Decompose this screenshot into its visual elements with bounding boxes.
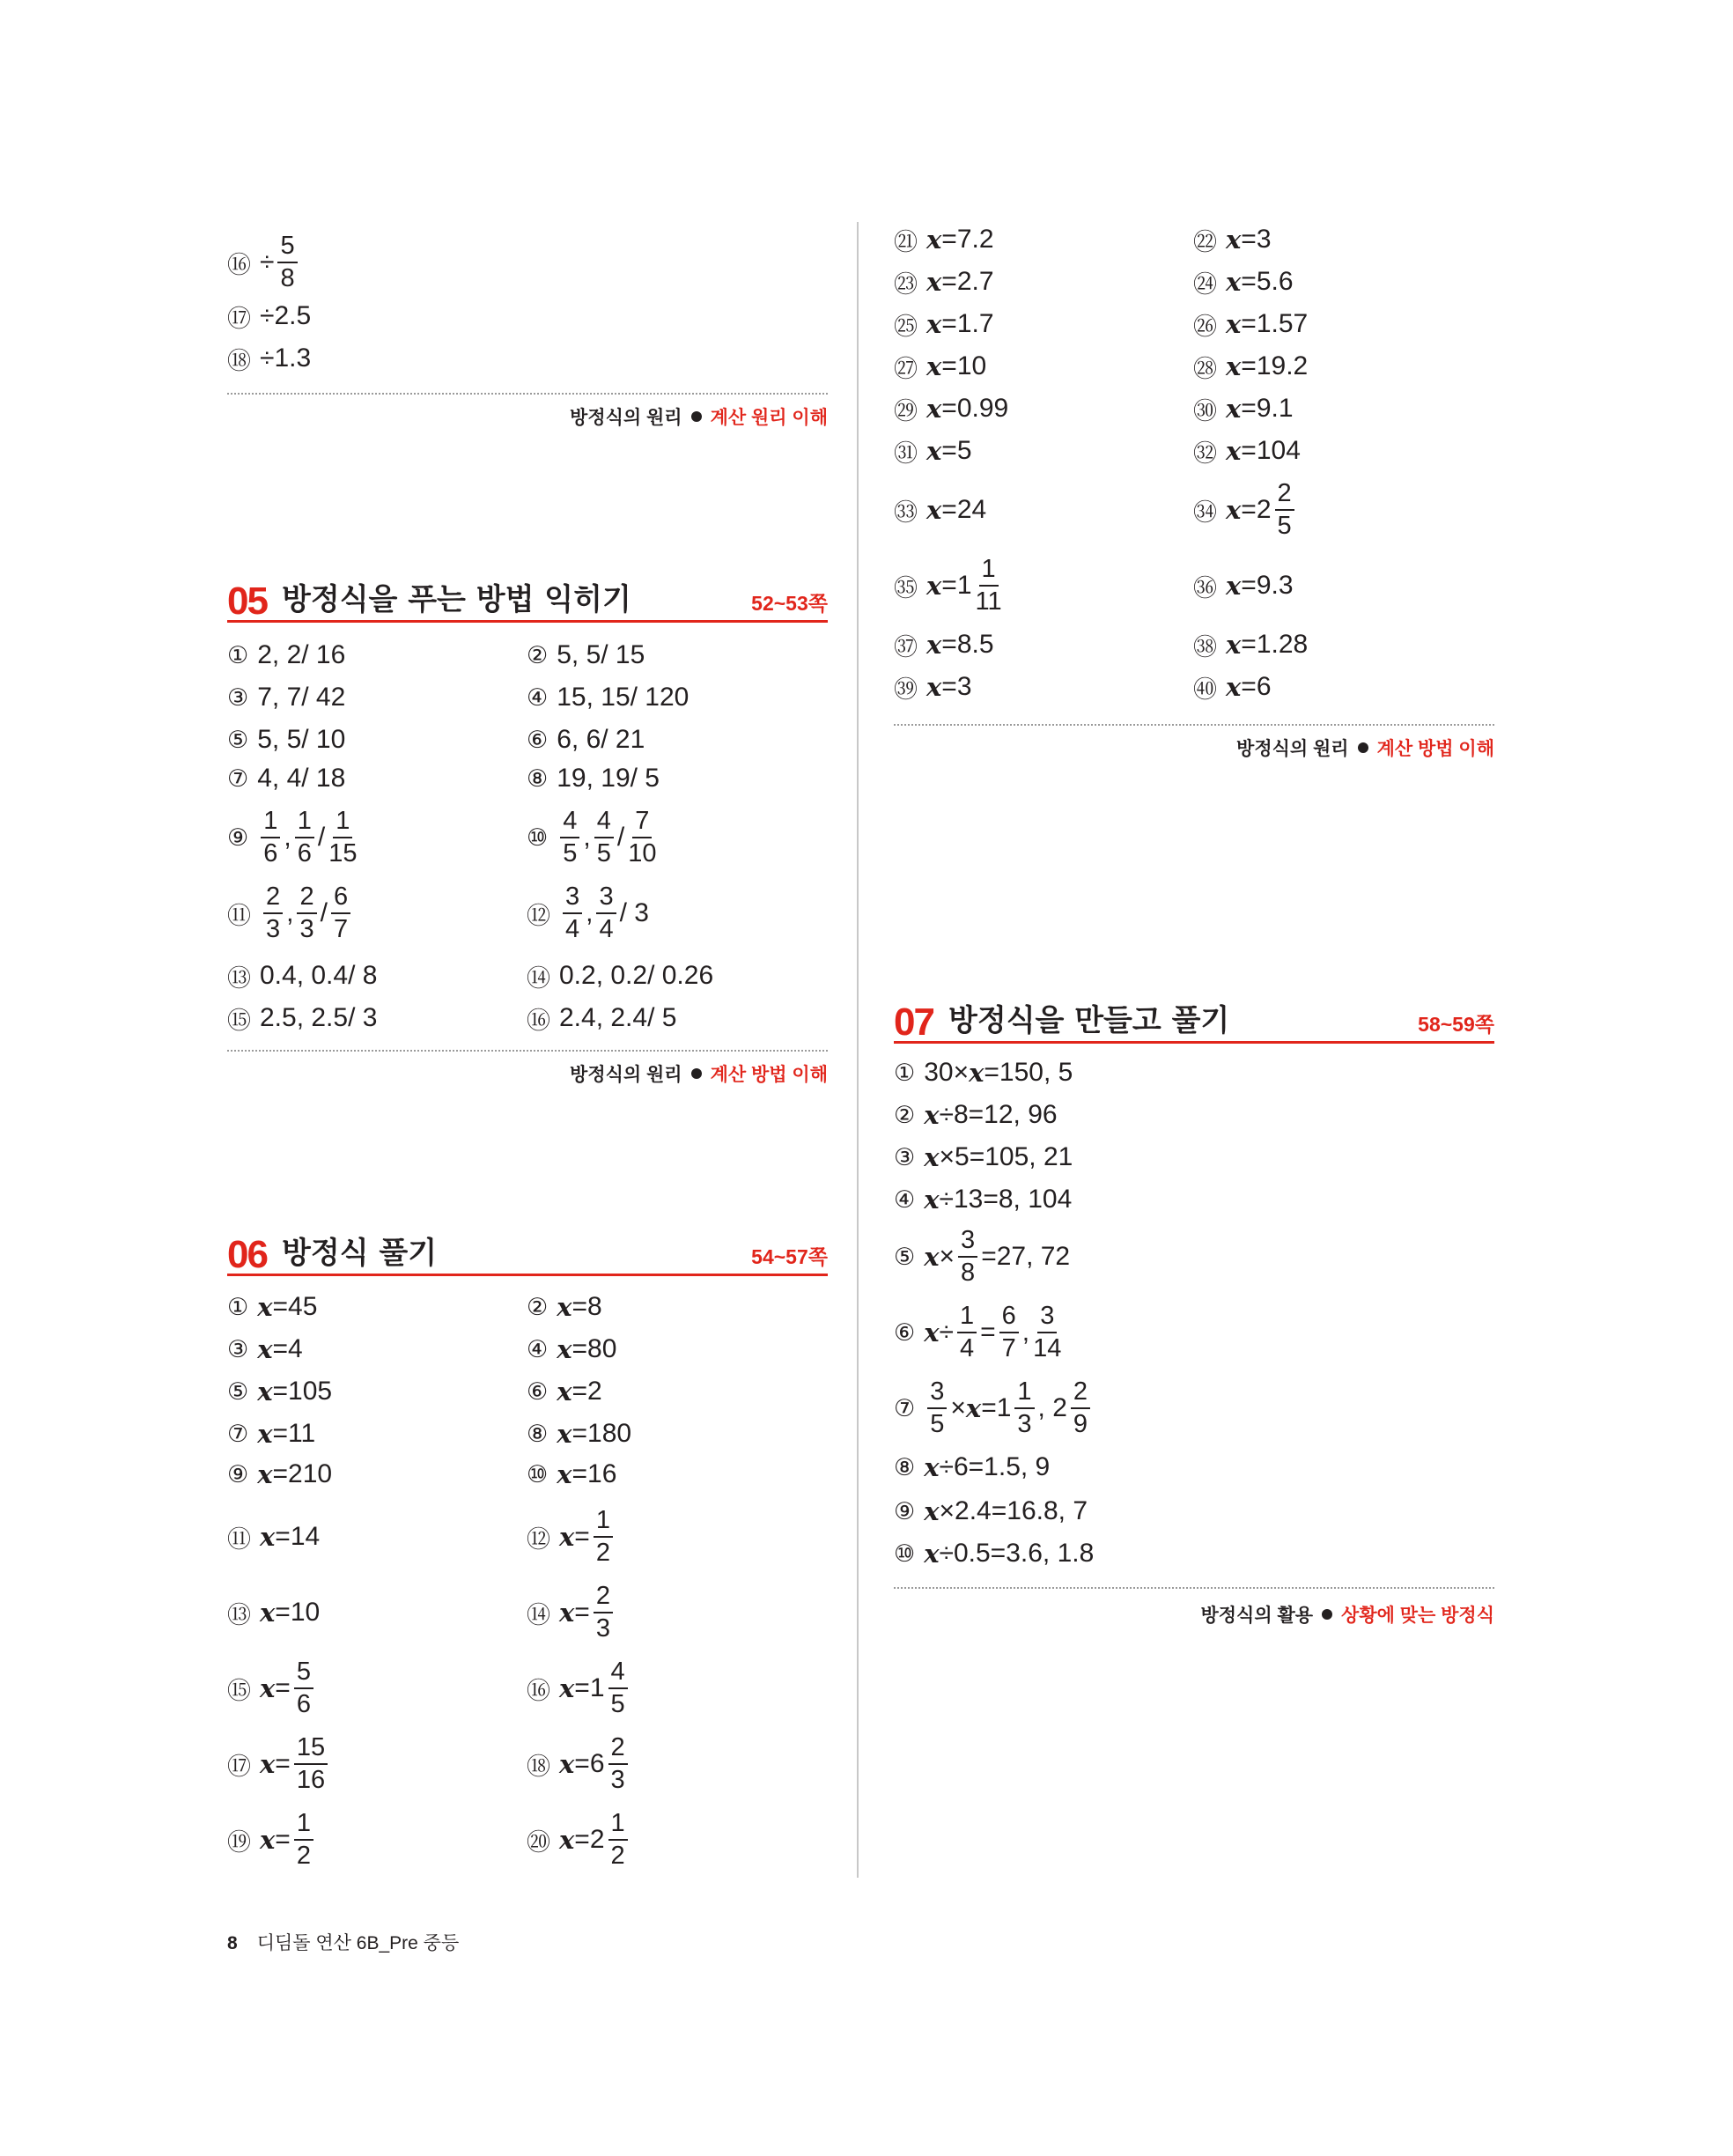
item-number: ㊵	[1193, 676, 1217, 704]
answer-text: ÷	[260, 247, 275, 277]
section-title: 방정식을 푸는 방법 익히기	[282, 582, 631, 617]
answer-value: 6	[1256, 672, 1272, 701]
list-item: ⑨ x ×2.4=16.8, 7	[894, 1496, 1088, 1526]
variable-x: x	[926, 267, 942, 297]
table-row	[894, 555, 1494, 617]
fraction: $\frac{1}{2}$	[294, 1811, 313, 1869]
item-number: ⑰	[227, 305, 251, 333]
answer-value: 4	[288, 1334, 303, 1363]
answer-cell: ㉚ x = 9.1	[1193, 391, 1294, 426]
item-number: ⑥	[527, 1377, 549, 1406]
whole-part: 6	[589, 1749, 605, 1778]
bullet-icon	[691, 1068, 702, 1079]
item-number: ㉞	[1193, 498, 1217, 527]
section-title: 방정식 풀기	[282, 1236, 438, 1271]
table-row	[227, 1506, 828, 1568]
item-number: ㊴	[894, 676, 918, 704]
answer-value: 9.3	[1256, 571, 1294, 600]
answer-value: 45	[288, 1292, 318, 1321]
variable-x: x	[926, 309, 942, 339]
answer-value: 104	[1256, 436, 1301, 465]
section-tag: 방정식의 원리 계산 방법 이해	[1236, 739, 1494, 759]
variable-x: x	[1226, 630, 1242, 660]
answer-cell: ④ x = 80	[527, 1334, 617, 1364]
answer-cell: ㉜ x = 104	[1193, 433, 1301, 469]
table-row: ⑮ 2.5, 2.5/ 3 ⑯ 2.4, 2.4/ 5	[227, 1003, 677, 1035]
table-row	[227, 1416, 828, 1451]
answer-cell: ⑭ x = $\frac{2}{3}$	[527, 1582, 616, 1643]
answer-value: 7.2	[956, 225, 994, 254]
answer-cell: ⑯ x = 1 $\frac{4}{5}$	[527, 1658, 631, 1719]
answer-cell: ㉓ x = 2.7	[894, 264, 994, 299]
item-number: ⑫	[527, 1525, 550, 1554]
variable-x: x	[926, 571, 942, 601]
table-row: ⑨ $\frac{1}{6}$ , $\frac{1}{6}$ / $\frac{1}{15}$ ⑩ $\frac{4}{5}$ , $\frac{4}{5}$ / $\frac{7}{10}$	[227, 807, 657, 868]
answer-cell: ⑦ x = 11	[227, 1419, 316, 1449]
bullet-icon	[1322, 1609, 1332, 1620]
list-item: ⑤ x × $\frac{3}{8}$ =27, 72	[894, 1226, 1071, 1287]
item-number: ㊳	[1193, 633, 1217, 661]
answer-cell: ③ x = 4	[227, 1334, 303, 1364]
fraction: $\frac{2}{3}$	[608, 1735, 628, 1793]
item-number: ㉖	[1193, 313, 1217, 341]
answer-text: ÷2.5	[260, 301, 312, 330]
list-item: ④ x ÷13=8, 104	[894, 1185, 1073, 1215]
answer-cell: ㊴ x = 3	[894, 669, 972, 705]
answer-value: 3	[1256, 225, 1272, 254]
list-item: ⑩ x ÷0.5=3.6, 1.8	[894, 1539, 1095, 1569]
variable-x: x	[260, 1825, 276, 1855]
table-row	[894, 349, 1494, 384]
variable-x: x	[257, 1377, 273, 1407]
answer-value: 80	[587, 1334, 617, 1363]
item-number: ⑨	[227, 1460, 249, 1488]
dotted-divider	[894, 1587, 1494, 1589]
answer-value: 1.57	[1256, 309, 1309, 338]
answer-value: 8.5	[956, 630, 994, 659]
item-number: ㊱	[1193, 574, 1217, 602]
table-row	[227, 1332, 828, 1367]
variable-x: x	[557, 1459, 572, 1489]
item-number: ⑧	[527, 1420, 549, 1448]
dotted-divider	[227, 1050, 828, 1052]
list-item	[227, 341, 828, 376]
section-tag: 방정식의 원리 계산 원리 이해	[570, 408, 828, 428]
section-number: 05	[227, 580, 267, 623]
answer-cell: ⑨ x = 210	[227, 1459, 333, 1489]
whole-part: 1	[956, 571, 972, 600]
item-number: ⑲	[227, 1828, 251, 1857]
answer-cell: ㉘ x = 19.2	[1193, 349, 1308, 384]
answer-cell: ⑫ x = $\frac{1}{2}$	[527, 1506, 616, 1568]
answer-value: 9.1	[1256, 394, 1294, 423]
fraction: $\frac{2}{5}$	[1275, 481, 1294, 539]
variable-x: x	[559, 1673, 575, 1703]
answer-cell: ㉙ x = 0.99	[894, 391, 1008, 426]
list-item: ① 30× x =150, 5	[894, 1058, 1073, 1088]
answer-cell: ㉛ x = 5	[894, 433, 972, 469]
item-number: ⑬	[227, 1601, 251, 1629]
table-row: ⑦ 4, 4/ 18 ⑧ 19, 19/ 5	[227, 764, 660, 793]
dotted-divider	[894, 724, 1494, 726]
variable-x: x	[260, 1522, 276, 1552]
table-row	[227, 1289, 828, 1325]
answer-value: 19.2	[1256, 351, 1309, 380]
section-header-05	[227, 578, 828, 623]
item-number: ⑭	[527, 1601, 550, 1629]
answer-cell: ㉕ x = 1.7	[894, 306, 994, 342]
item-number: ㉗	[894, 355, 918, 383]
table-row	[227, 1658, 828, 1719]
table-row: ③ 7, 7/ 42 ④ 15, 15/ 120	[227, 683, 690, 712]
section-header-06	[227, 1231, 828, 1276]
answer-value: 16	[587, 1459, 617, 1488]
answer-value: 180	[587, 1419, 632, 1448]
variable-x: x	[559, 1598, 575, 1628]
answer-cell: ㊵ x = 6	[1193, 669, 1272, 705]
answer-cell: ② x = 8	[527, 1292, 602, 1322]
item-number: ⑯	[227, 251, 251, 279]
item-number: ⑦	[227, 1420, 249, 1448]
item-number: ⑯	[527, 1677, 550, 1705]
item-number: ⑪	[227, 1525, 251, 1554]
answer-value: 105	[288, 1377, 333, 1406]
variable-x: x	[260, 1673, 276, 1703]
item-number: ⑱	[227, 347, 251, 375]
table-row	[227, 1733, 828, 1795]
whole-part: 1	[589, 1673, 605, 1702]
variable-x: x	[1226, 495, 1242, 525]
table-row: ① 2, 2/ 16 ② 5, 5/ 15	[227, 640, 645, 669]
variable-x: x	[926, 672, 942, 702]
page-number: 8	[227, 1933, 238, 1953]
answer-value: 1.28	[1256, 630, 1309, 659]
list-item: ⑦ $\frac{3}{5}$ × x =1 $\frac{1}{3}$ , 2 $\frac{2}{9}$	[894, 1377, 1494, 1439]
answer-value: 5	[956, 436, 972, 465]
list-item: ⑧ x ÷6=1.5, 9	[894, 1452, 1051, 1482]
page-footer	[227, 1929, 459, 1955]
variable-x: x	[1226, 225, 1242, 255]
answer-value: 2.7	[956, 267, 994, 296]
section-title: 방정식을 만들고 풀기	[948, 1003, 1230, 1038]
variable-x: x	[557, 1334, 572, 1364]
list-item: ② x ÷8=12, 96	[894, 1100, 1058, 1130]
answer-value: 3	[956, 672, 972, 701]
variable-x: x	[1226, 672, 1242, 702]
answer-value: 1.7	[956, 309, 994, 338]
section-number: 06	[227, 1233, 267, 1276]
item-number: ⑱	[527, 1753, 550, 1781]
fraction: $\frac{1}{11}$	[975, 555, 1002, 616]
variable-x: x	[257, 1419, 273, 1449]
answer-cell: ㊳ x = 1.28	[1193, 627, 1308, 662]
list-item: ③ x ×5=105, 21	[894, 1142, 1073, 1172]
item-number: ⑤	[227, 1377, 249, 1406]
answer-cell: ㉔ x = 5.6	[1193, 264, 1294, 299]
table-row	[894, 306, 1494, 342]
fraction: $\frac{4}{5}$	[608, 1659, 628, 1717]
answer-cell: ⑲ x = $\frac{1}{2}$	[227, 1809, 317, 1871]
answer-cell: ㉟ x = 1 $\frac{1}{11}$	[894, 555, 1002, 616]
item-number: ①	[227, 1293, 249, 1321]
variable-x: x	[260, 1749, 276, 1779]
answer-cell: ⑪ x = 14	[227, 1506, 320, 1568]
variable-x: x	[1226, 436, 1242, 466]
answer-cell: ⑬ x = 10	[227, 1582, 320, 1643]
item-number: ㉜	[1193, 439, 1217, 468]
item-number: ㉑	[894, 228, 918, 256]
answer-cell: ㉞ x = 2 $\frac{2}{5}$	[1193, 479, 1298, 541]
table-row	[894, 391, 1494, 426]
variable-x: x	[926, 225, 942, 255]
table-row	[227, 1582, 828, 1643]
variable-x: x	[1226, 309, 1242, 339]
answer-cell: ㊲ x = 8.5	[894, 627, 994, 662]
answer-value: 10	[956, 351, 987, 380]
variable-x: x	[559, 1825, 575, 1855]
answer-cell: ⑤ x = 105	[227, 1377, 333, 1407]
item-number: ⑳	[527, 1828, 550, 1857]
item-number: ㉟	[894, 574, 918, 602]
item-number: ㊲	[894, 633, 918, 661]
answer-cell: ⑮ x = $\frac{5}{6}$	[227, 1658, 317, 1719]
table-row: ⑬ 0.4, 0.4/ 8 ⑭ 0.2, 0.2/ 0.26	[227, 961, 714, 993]
variable-x: x	[926, 495, 942, 525]
answer-value: 11	[288, 1419, 316, 1448]
answer-value: 5.6	[1256, 267, 1294, 296]
fraction: $\frac{15}{16}$	[294, 1735, 328, 1793]
column-divider	[857, 222, 859, 1878]
item-number: ㉔	[1193, 270, 1217, 299]
answer-value: 8	[587, 1292, 602, 1321]
answer-cell: ⑩ x = 16	[527, 1459, 617, 1489]
variable-x: x	[926, 394, 942, 424]
variable-x: x	[1226, 571, 1242, 601]
dotted-divider	[227, 393, 828, 395]
variable-x: x	[557, 1419, 572, 1449]
answer-value: 14	[290, 1522, 321, 1551]
page-range: 54~57쪽	[751, 1245, 828, 1268]
book-title: 디딤돌 연산 6B_Pre 중등	[256, 1933, 460, 1953]
answer-value: 24	[956, 495, 987, 524]
item-number: ⑩	[527, 1460, 549, 1488]
variable-x: x	[926, 351, 942, 381]
answer-cell: ⑰ x = $\frac{15}{16}$	[227, 1733, 331, 1795]
answer-cell: ⑳ x = 2 $\frac{1}{2}$	[527, 1809, 631, 1871]
item-number: ⑮	[227, 1677, 251, 1705]
list-item	[227, 232, 828, 292]
list-item: ⑥ x ÷ $\frac{1}{4}$ = $\frac{6}{7}$ , $\frac{3}{14}$	[894, 1302, 1062, 1362]
variable-x: x	[557, 1292, 572, 1322]
variable-x: x	[557, 1377, 572, 1407]
answer-text: ÷1.3	[260, 343, 312, 373]
variable-x: x	[257, 1459, 273, 1489]
answer-cell: ㉝ x = 24	[894, 479, 986, 541]
answer-value: 2	[587, 1377, 602, 1406]
table-row	[227, 1374, 828, 1409]
answer-cell: ⑱ x = 6 $\frac{2}{3}$	[527, 1733, 631, 1795]
item-number: ㉙	[894, 397, 918, 425]
table-row: ⑪ $\frac{2}{3}$ , $\frac{2}{3}$ / $\frac{6}{7}$ ⑫ $\frac{3}{4}$ , $\frac{3}{4}$ / 3	[227, 882, 649, 943]
variable-x: x	[559, 1749, 575, 1779]
table-row	[894, 433, 1494, 469]
page-range: 58~59쪽	[1418, 1013, 1494, 1036]
bullet-icon	[691, 411, 702, 422]
item-number: ㉒	[1193, 228, 1217, 256]
variable-x: x	[257, 1334, 273, 1364]
answer-cell: ㊱ x = 9.3	[1193, 555, 1294, 617]
list-item	[227, 299, 828, 334]
answer-cell: ⑧ x = 180	[527, 1419, 632, 1449]
answer-cell: ① x = 45	[227, 1292, 318, 1322]
item-number: ㉓	[894, 270, 918, 299]
item-number: ⑰	[227, 1753, 251, 1781]
whole-part: 2	[1256, 495, 1272, 524]
item-number: ④	[527, 1335, 549, 1363]
item-number: ②	[527, 1293, 549, 1321]
bullet-icon	[1358, 742, 1368, 753]
answer-cell: ㉗ x = 10	[894, 349, 986, 384]
answer-value: 10	[290, 1598, 321, 1627]
variable-x: x	[260, 1598, 276, 1628]
section-header-07	[894, 999, 1494, 1044]
variable-x: x	[926, 436, 942, 466]
table-row	[227, 1457, 828, 1492]
fraction: $\frac{1}{2}$	[608, 1811, 628, 1869]
section-tag: 방정식의 원리 계산 방법 이해	[570, 1065, 828, 1085]
item-number: ③	[227, 1335, 249, 1363]
item-number: ㉝	[894, 498, 918, 527]
table-row	[894, 264, 1494, 299]
fraction: $\frac{1}{2}$	[594, 1508, 613, 1566]
answer-cell: ㉑ x = 7.2	[894, 222, 994, 257]
table-row	[894, 627, 1494, 662]
item-number: ㉘	[1193, 355, 1217, 383]
fraction: $\frac{5}{8}$	[277, 233, 297, 292]
page-range: 52~53쪽	[751, 592, 828, 615]
answer-cell: ⑥ x = 2	[527, 1377, 602, 1407]
variable-x: x	[926, 630, 942, 660]
item-number: ㉕	[894, 313, 918, 341]
table-row	[227, 1809, 828, 1871]
item-number: ㉚	[1193, 397, 1217, 425]
variable-x: x	[1226, 394, 1242, 424]
answer-cell: ㉖ x = 1.57	[1193, 306, 1308, 342]
table-row	[894, 222, 1494, 257]
fraction: $\frac{2}{3}$	[594, 1584, 613, 1642]
table-row: ⑤ 5, 5/ 10 ⑥ 6, 6/ 21	[227, 725, 645, 754]
section-tag: 방정식의 활용 상황에 맞는 방정식	[1200, 1606, 1494, 1626]
answer-cell: ㉒ x = 3	[1193, 222, 1272, 257]
table-row	[894, 669, 1494, 705]
item-number: ㉛	[894, 439, 918, 468]
section-number: 07	[894, 1000, 933, 1044]
variable-x: x	[1226, 267, 1242, 297]
whole-part: 2	[589, 1825, 605, 1854]
variable-x: x	[257, 1292, 273, 1322]
variable-x: x	[559, 1522, 575, 1552]
table-row	[894, 479, 1494, 541]
answer-value: 0.99	[956, 394, 1009, 423]
fraction: $\frac{5}{6}$	[294, 1659, 313, 1717]
variable-x: x	[1226, 351, 1242, 381]
answer-value: 210	[288, 1459, 333, 1488]
